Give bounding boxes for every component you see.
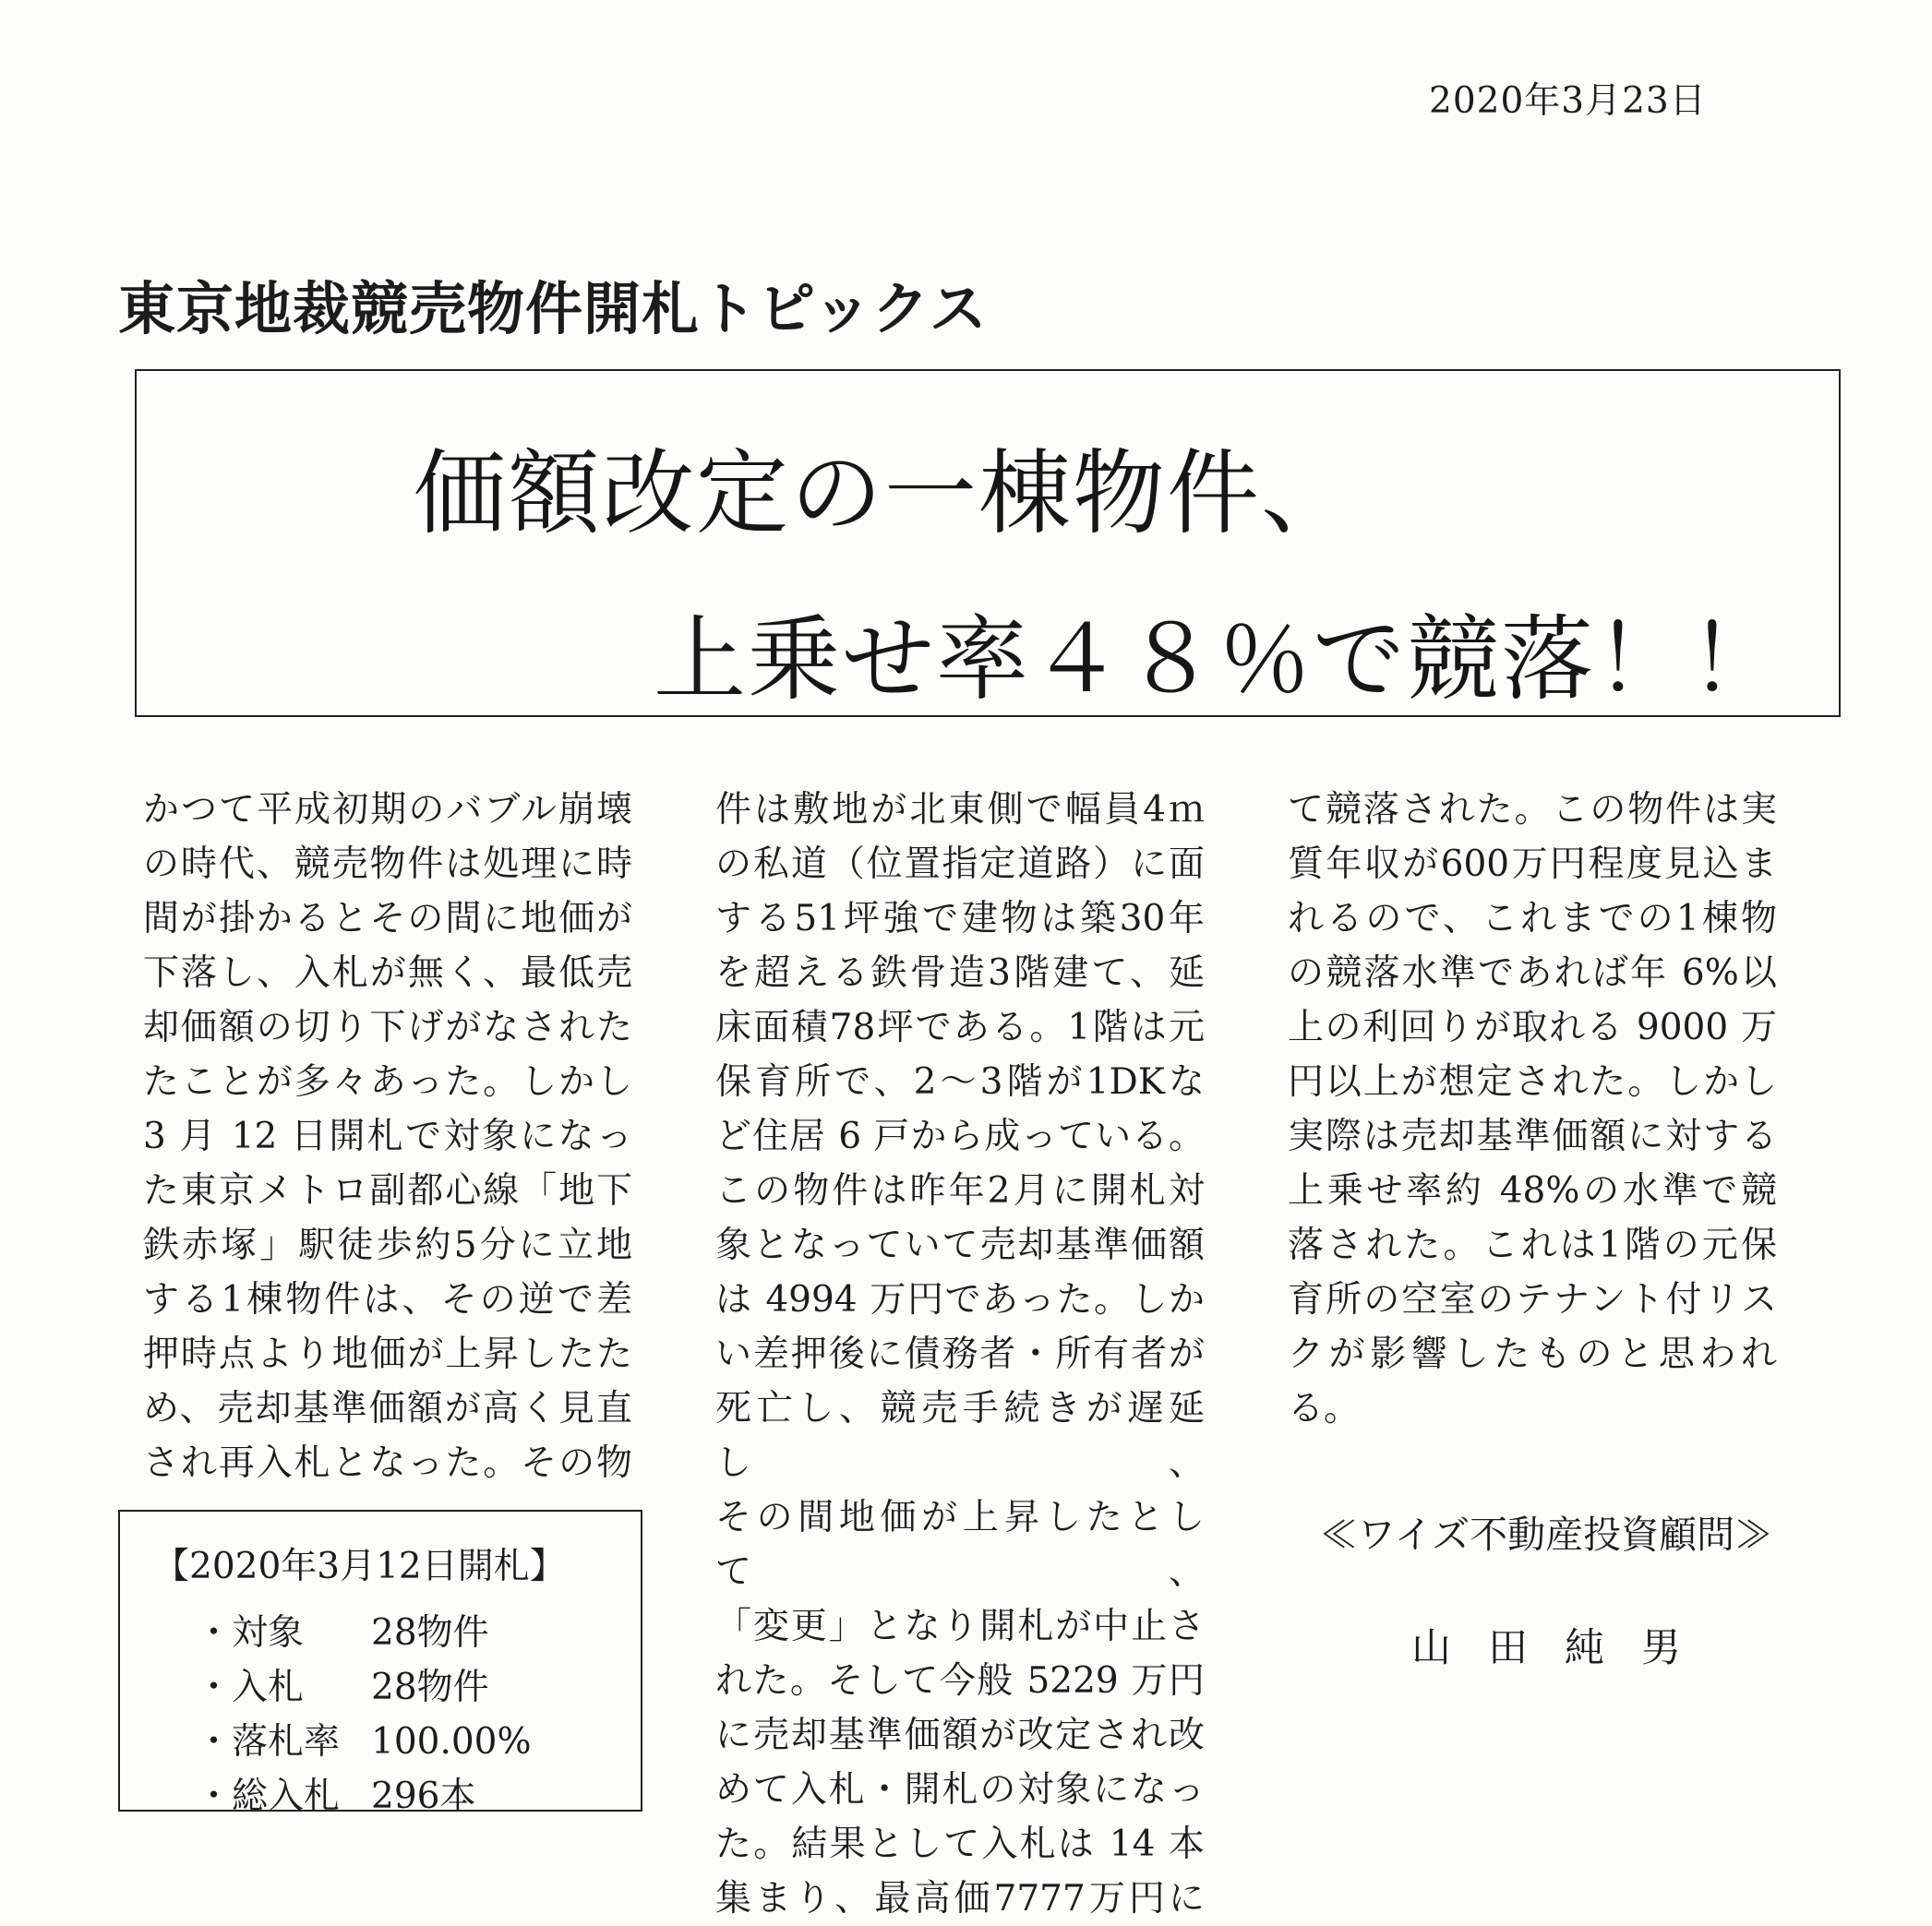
result-value: 28物件 (371, 1612, 489, 1654)
result-label: ・入札 (196, 1667, 305, 1708)
article-column-2 (715, 783, 1205, 1926)
article-line: 下落し、入札が無く、最低売 (143, 952, 632, 994)
article-line: め、売却基準価額が高く見直 (143, 1388, 632, 1430)
article-line: た東京メトロ副都心線「地下 (143, 1170, 632, 1212)
article-line: 円以上が想定された。しかし (1288, 1061, 1777, 1103)
article-line: 上の利回りが取れる 9000 万 (1288, 1007, 1777, 1048)
result-label: ・対象 (196, 1612, 305, 1654)
result-row (153, 1767, 641, 1822)
article-line: 押時点より地価が上昇したた (143, 1334, 632, 1375)
article-line: され再入札となった。その物 (143, 1442, 632, 1484)
article-line: い差押後に債務者・所有者が (715, 1334, 1205, 1375)
article-line: は 4994 万円であった。しか (715, 1279, 1205, 1321)
article-line: れた。そして今般 5229 万円 (715, 1660, 1205, 1702)
article-line: 質年収が600万円程度見込ま (1288, 843, 1777, 885)
article-line: た。結果として入札は 14 本 (715, 1824, 1205, 1865)
article-line: この物件は昨年2月に開札対 (715, 1170, 1205, 1212)
article-line: その間地価が上昇したとして、 (715, 1497, 1205, 1593)
article-line: の私道（位置指定道路）に面 (715, 843, 1205, 885)
result-label: ・落札率 (196, 1721, 341, 1763)
article-line: 床面積78坪である。1階は元 (715, 1007, 1205, 1048)
article-line: 間が掛かるとその間に地価が (143, 898, 632, 939)
article-line: に売却基準価額が改定され改 (715, 1715, 1205, 1756)
result-row (153, 1658, 641, 1713)
article-line: 「変更」となり開札が中止さ (715, 1606, 1205, 1647)
result-label: ・総入札 (196, 1776, 341, 1817)
article-line: を超える鉄骨造3階建て、延 (715, 952, 1205, 994)
article-line: 落された。これは1階の元保 (1288, 1225, 1777, 1266)
article-line: 3 月 12 日開札で対象になっ (143, 1116, 632, 1157)
result-value: 296本 (371, 1776, 476, 1817)
headline-line-1: 価額改定の一棟物件、 (414, 439, 1355, 547)
article-line: 集まり、最高価7777万円に (715, 1878, 1205, 1920)
article-line: 象となっていて売却基準価額 (715, 1225, 1205, 1266)
headline-box (135, 369, 1841, 717)
article-line: 実際は売却基準価額に対する (1288, 1116, 1777, 1157)
article-line: 件は敷地が北東側で幅員4ｍ (715, 789, 1205, 831)
article-line: れるので、これまでの1棟物 (1288, 898, 1777, 939)
article-line: する1棟物件は、その逆で差 (143, 1279, 632, 1321)
result-value: 100.00% (371, 1721, 532, 1763)
result-box-title: 【2020年3月12日開札】 (153, 1546, 566, 1587)
author-name: 山田純男 (1411, 1625, 1718, 1671)
document-date: 2020年3月23日 (1429, 80, 1707, 122)
topic-title: 東京地裁競売物件開札トピックス (118, 275, 988, 342)
article-line: かつて平成初期のバブル崩壊 (143, 789, 632, 831)
result-value: 28物件 (371, 1667, 489, 1708)
article-line: 上乗せ率約 48%の水準で競 (1288, 1170, 1777, 1212)
article-line: 育所の空室のテナント付リス (1288, 1279, 1777, 1321)
article-line: 却価額の切り下げがなされた (143, 1007, 632, 1048)
auction-result-box (118, 1510, 642, 1817)
article-line: て競落された。この物件は実 (1288, 789, 1777, 831)
article-line: する51坪強で建物は築30年 (715, 898, 1205, 939)
article-line: 鉄赤塚」駅徒歩約5分に立地 (143, 1225, 632, 1266)
result-row (153, 1604, 641, 1658)
article-line: 死亡し、競売手続きが遅延し、 (715, 1388, 1205, 1484)
article-line: の競落水準であれば年 6%以 (1288, 952, 1777, 994)
company-name: ≪ワイズ不動産投資顧問≫ (1319, 1513, 1773, 1557)
article-line: クが影響したものと思われる。 (1288, 1334, 1777, 1430)
headline-line-2: 上乗せ率４８％で競落！！ (654, 605, 1783, 713)
article-column-1 (143, 783, 632, 1490)
article-column-3 (1288, 783, 1777, 1436)
article-line: 保育所で、2～3階が1DKな (715, 1061, 1205, 1103)
result-row (153, 1713, 641, 1767)
article-line: めて入札・開札の対象になっ (715, 1769, 1205, 1811)
article-line: たことが多々あった。しかし (143, 1061, 632, 1103)
article-line: ど住居 6 戸から成っている。 (715, 1116, 1205, 1157)
article-line: の時代、競売物件は処理に時 (143, 843, 632, 885)
